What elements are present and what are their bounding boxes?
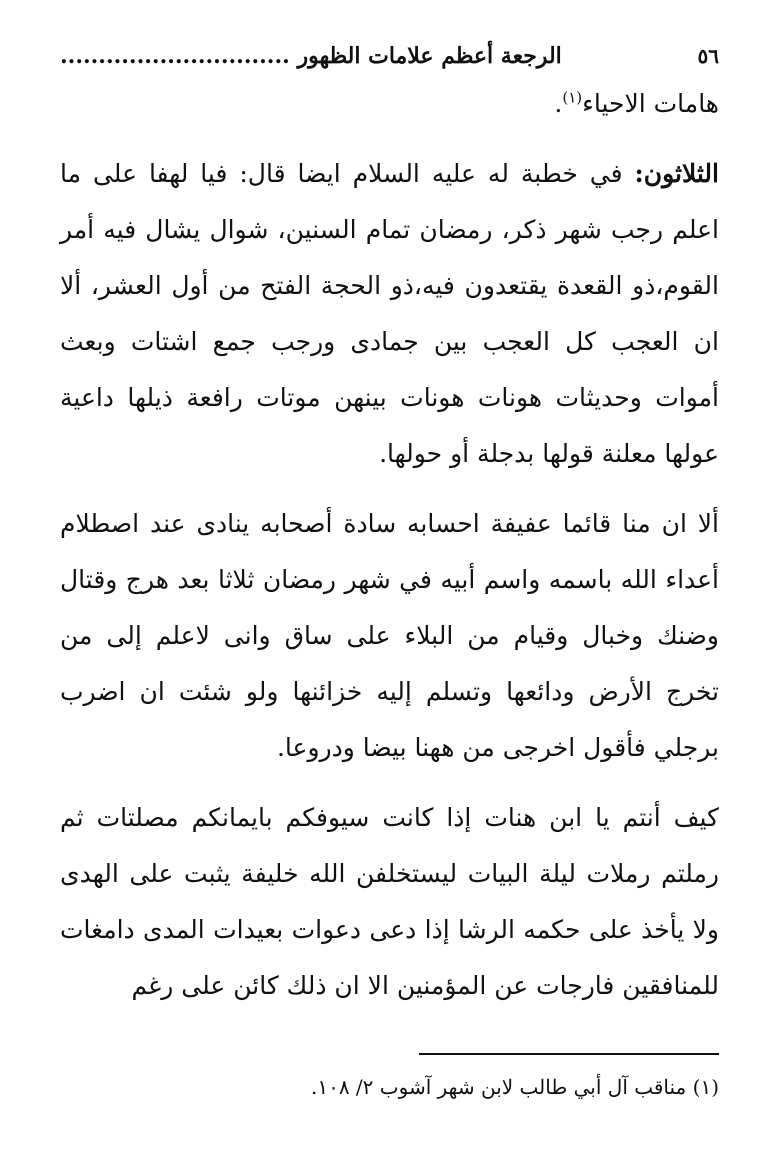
header-dots: .............................. (60, 43, 290, 69)
paragraph-2-lead: الثلاثون: (634, 159, 719, 188)
paragraph-2-text: في خطبة له عليه السلام ايضا قال: فيا لهفا على ما اعلم رجب شهر ذكر، رمضان تمام السنين، شوال يشال فيه أمر القوم،ذو القعدة يقتعدون فيه،ذو الحجة الفتح من أول العشر، ألا ان العجب كل العجب بين جمادى ورجب جمع اشتات وبعث أموات وحديثات هونات هونات بينهن موتات رافعة ذيلها داعية عولها معلنة قولها بدجلة أو حولها. (60, 159, 719, 468)
paragraph-3-text: ألا ان منا قائما عفيفة احسابه سادة أصحابه ينادى عند اصطلام أعداء الله باسمه واسم أبيه في شهر رمضان ثلاثا بعد هرج وقتال وضنك وخبال وقيام من البلاء على ساق وانى لاعلم إلى من تخرج الأرض ودائعها وتسلم إليه خزائنها ولو شئت ان اضرب برجلي فأقول اخرجى من ههنا بيضا ودروعا. (60, 509, 719, 762)
main-text (60, 76, 719, 1014)
paragraph-1 (60, 76, 719, 132)
footnote-separator (419, 1053, 719, 1055)
page-header (60, 36, 719, 76)
paragraph-1-end: . (554, 89, 563, 118)
page-number: ٥٦ (697, 44, 719, 68)
paragraph-4-text: كيف أنتم يا ابن هنات إذا كانت سيوفكم بايمانكم مصلتات ثم رملتم رملات ليلة البيات ليستخلفن الله خليفة يثبت على الهدى ولا يأخذ على حكمه الرشا إذا دعى دعوات بعيدات المدى دامغات للمنافقين فارجات عن المؤمنين الا ان ذلك كائن على رغم (60, 803, 719, 1000)
footnote-reference: (١) (562, 88, 583, 107)
footnote: (١) مناقب آل أبي طالب لابن شهر آشوب ٢/ ١٠٨. (310, 1075, 719, 1099)
paragraph-2 (60, 146, 719, 482)
running-title: الرجعة أعظم علامات الظهور (297, 43, 562, 69)
paragraph-4 (60, 790, 719, 1014)
paragraph-1-text: هامات الاحياء (582, 89, 719, 118)
running-title-group (60, 43, 562, 69)
paragraph-3 (60, 496, 719, 776)
